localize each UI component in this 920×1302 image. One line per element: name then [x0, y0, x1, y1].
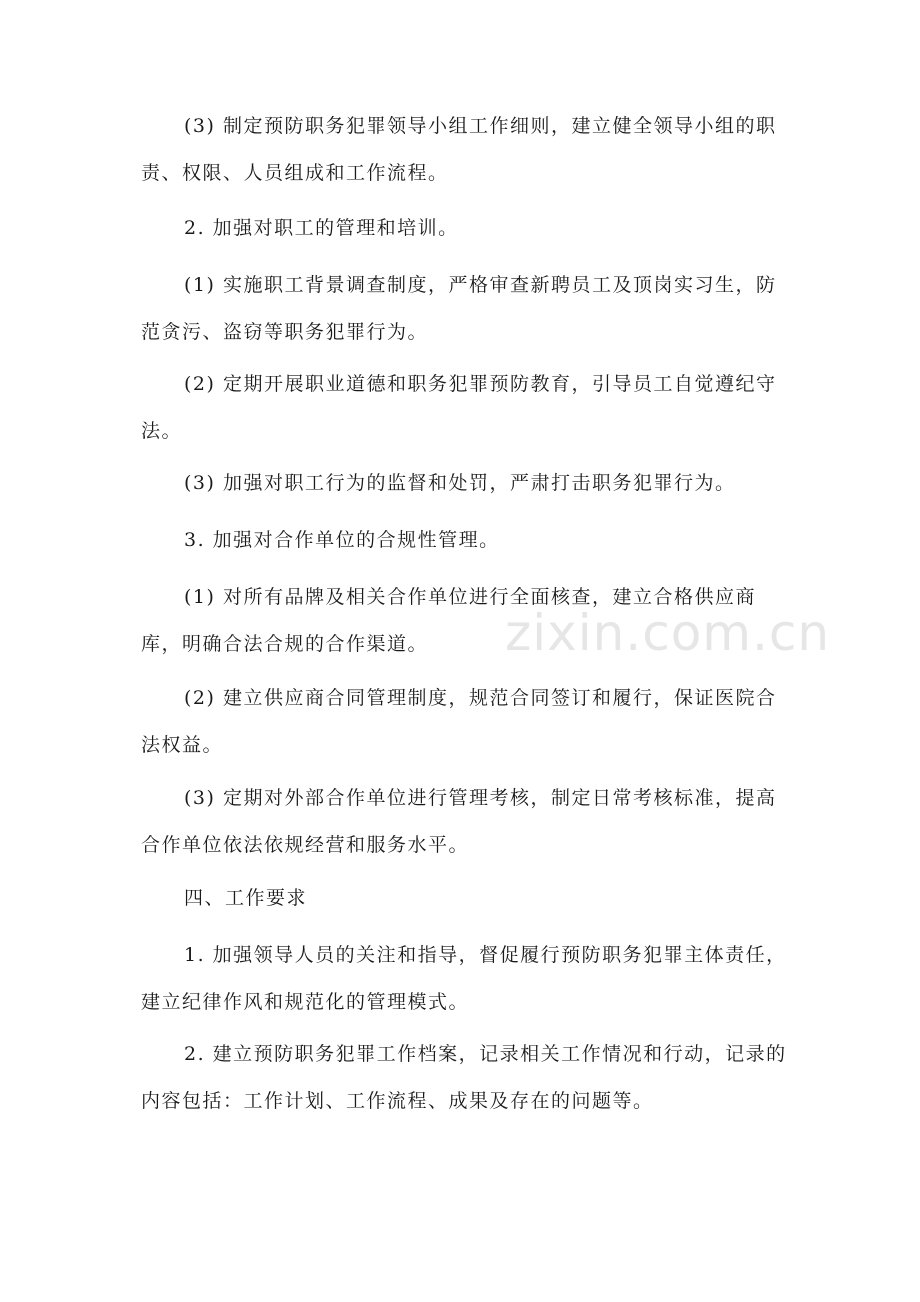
paragraph-5: (3) 加强对职工行为的监督和处罚，严肃打击职务犯罪行为。	[184, 472, 736, 494]
paragraph-7: (1) 对所有品牌及相关合作单位进行全面核查，建立合格供应商库，明确合法合规的合作渠道。	[141, 586, 756, 655]
paragraph-2: 2. 加强对职工的管理和培训。	[184, 217, 459, 239]
watermark: zixin.com.cn	[505, 604, 831, 662]
paragraph-9: (3) 定期对外部合作单位进行管理考核，制定日常考核标准，提高合作单位依法依规经营和服务水平。	[141, 787, 777, 856]
paragraph-11: 2. 建立预防职务犯罪工作档案，记录相关工作情况和行动，记录的内容包括：工作计划、工作流程、成果及存在的问题等。	[141, 1043, 787, 1112]
paragraph-6: 3. 加强对合作单位的合规性管理。	[184, 529, 500, 551]
paragraph-8: (2) 建立供应商合同管理制度，规范合同签订和履行，保证医院合法权益。	[141, 687, 777, 756]
paragraph-4: (2) 定期开展职业道德和职务犯罪预防教育，引导员工自觉遵纪守法。	[141, 373, 777, 442]
section-heading: 四、工作要求	[184, 887, 308, 909]
paragraph-10: 1. 加强领导人员的关注和指导，督促履行预防职务犯罪主体责任，建立纪律作风和规范化的管理模式。	[141, 944, 787, 1013]
paragraph-1: (3) 制定预防职务犯罪领导小组工作细则，建立健全领导小组的职责、权限、人员组成和工作流程。	[141, 115, 777, 184]
paragraph-3: (1) 实施职工背景调查制度，严格审查新聘员工及顶岗实习生，防范贪污、盗窃等职务犯罪行为。	[141, 274, 777, 343]
